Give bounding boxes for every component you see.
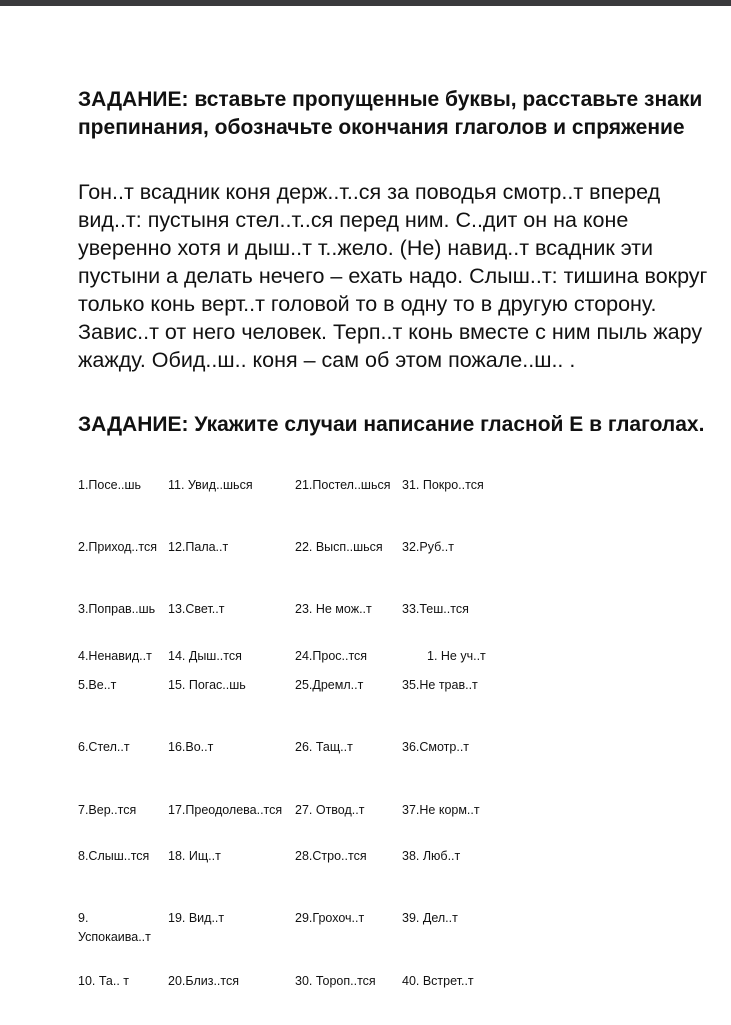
verb-item: 33.Теш..тся (402, 602, 469, 616)
verb-item: 26. Тащ..т (295, 740, 353, 754)
verb-item: 22. Высп..шься (295, 540, 383, 554)
verb-item: 32.Руб..т (402, 540, 454, 554)
verb-item: 29.Грохоч..т (295, 911, 365, 925)
verb-item: 1.Посе..шь (78, 478, 142, 492)
verb-item: 37.Не корм..т (402, 803, 480, 817)
verb-item: 9. Успокаива..т (78, 911, 151, 944)
verb-item: 36.Смотр..т (402, 740, 470, 754)
verb-item: 27. Отвод..т (295, 803, 365, 817)
verb-item: 4.Ненавид..т (78, 649, 152, 663)
verb-item: 16.Во..т (168, 740, 214, 754)
verb-item: 21.Постел..шься (295, 478, 391, 492)
verb-item: 35.Не трав..т (402, 678, 478, 692)
top-bar (0, 0, 731, 6)
task2-heading: ЗАДАНИЕ: Укажите случаи написание гласной Е в глаголах. (78, 413, 705, 436)
verb-item: 13.Свет..т (168, 602, 225, 616)
verb-item: 17.Преодолева..тся (168, 803, 283, 817)
verb-item: 6.Стел..т (78, 740, 130, 754)
verb-item: 3.Поправ..шь (78, 602, 156, 616)
verb-item: 8.Слыш..тся (78, 849, 150, 863)
verb-item: 30. Тороп..тся (295, 974, 376, 988)
verb-item: 14. Дыш..тся (168, 649, 242, 663)
verb-item: 20.Близ..тся (168, 974, 239, 988)
verb-item: 10. Та.. т (78, 974, 130, 988)
verb-item: 11. Увид..шься (168, 478, 253, 492)
task1-heading: ЗАДАНИЕ: вставьте пропущенные буквы, расставьте знаки препинания, обозначьте окончания глаголов и спряжение (78, 88, 703, 139)
verb-item: 38. Люб..т (402, 849, 461, 863)
verb-item: 18. Ищ..т (168, 849, 221, 863)
verb-item: 24.Прос..тся (295, 649, 368, 663)
verb-item: 25.Дремл..т (295, 678, 364, 692)
verb-item: 19. Вид..т (168, 911, 225, 925)
verb-item: 7.Вер..тся (78, 803, 137, 817)
verb-item: 5.Ве..т (78, 678, 117, 692)
verb-item: 28.Стро..тся (295, 849, 367, 863)
verb-item: 1. Не уч..т (427, 649, 486, 663)
verb-item: 39. Дел..т (402, 911, 458, 925)
verb-item: 23. Не мож..т (295, 602, 372, 616)
verb-item: 15. Погас..шь (168, 678, 246, 692)
verb-item: 2.Приход..тся (78, 540, 157, 554)
task1-body: Гон..т всадник коня держ..т..ся за поводья смотр..т вперед вид..т: пустыня стел..т..ся перед ним. С..дит он на коне уверенно хотя и дыш..т т..жело. (Не) навид..т всадник эти пустыни а делать нечего – ехать надо. Слыш..т: тишина вокруг только конь верт..т головой то в одну то в другую сторону. Завис..т от него человек. Терп..т конь вместе с ним пыль жару жажду. Обид..ш.. коня – сам об этом пожале..ш.. . (78, 180, 708, 372)
verb-item: 31. Покро..тся (402, 478, 484, 492)
verb-item: 40. Встрет..т (402, 974, 474, 988)
verb-item: 12.Пала..т (168, 540, 229, 554)
